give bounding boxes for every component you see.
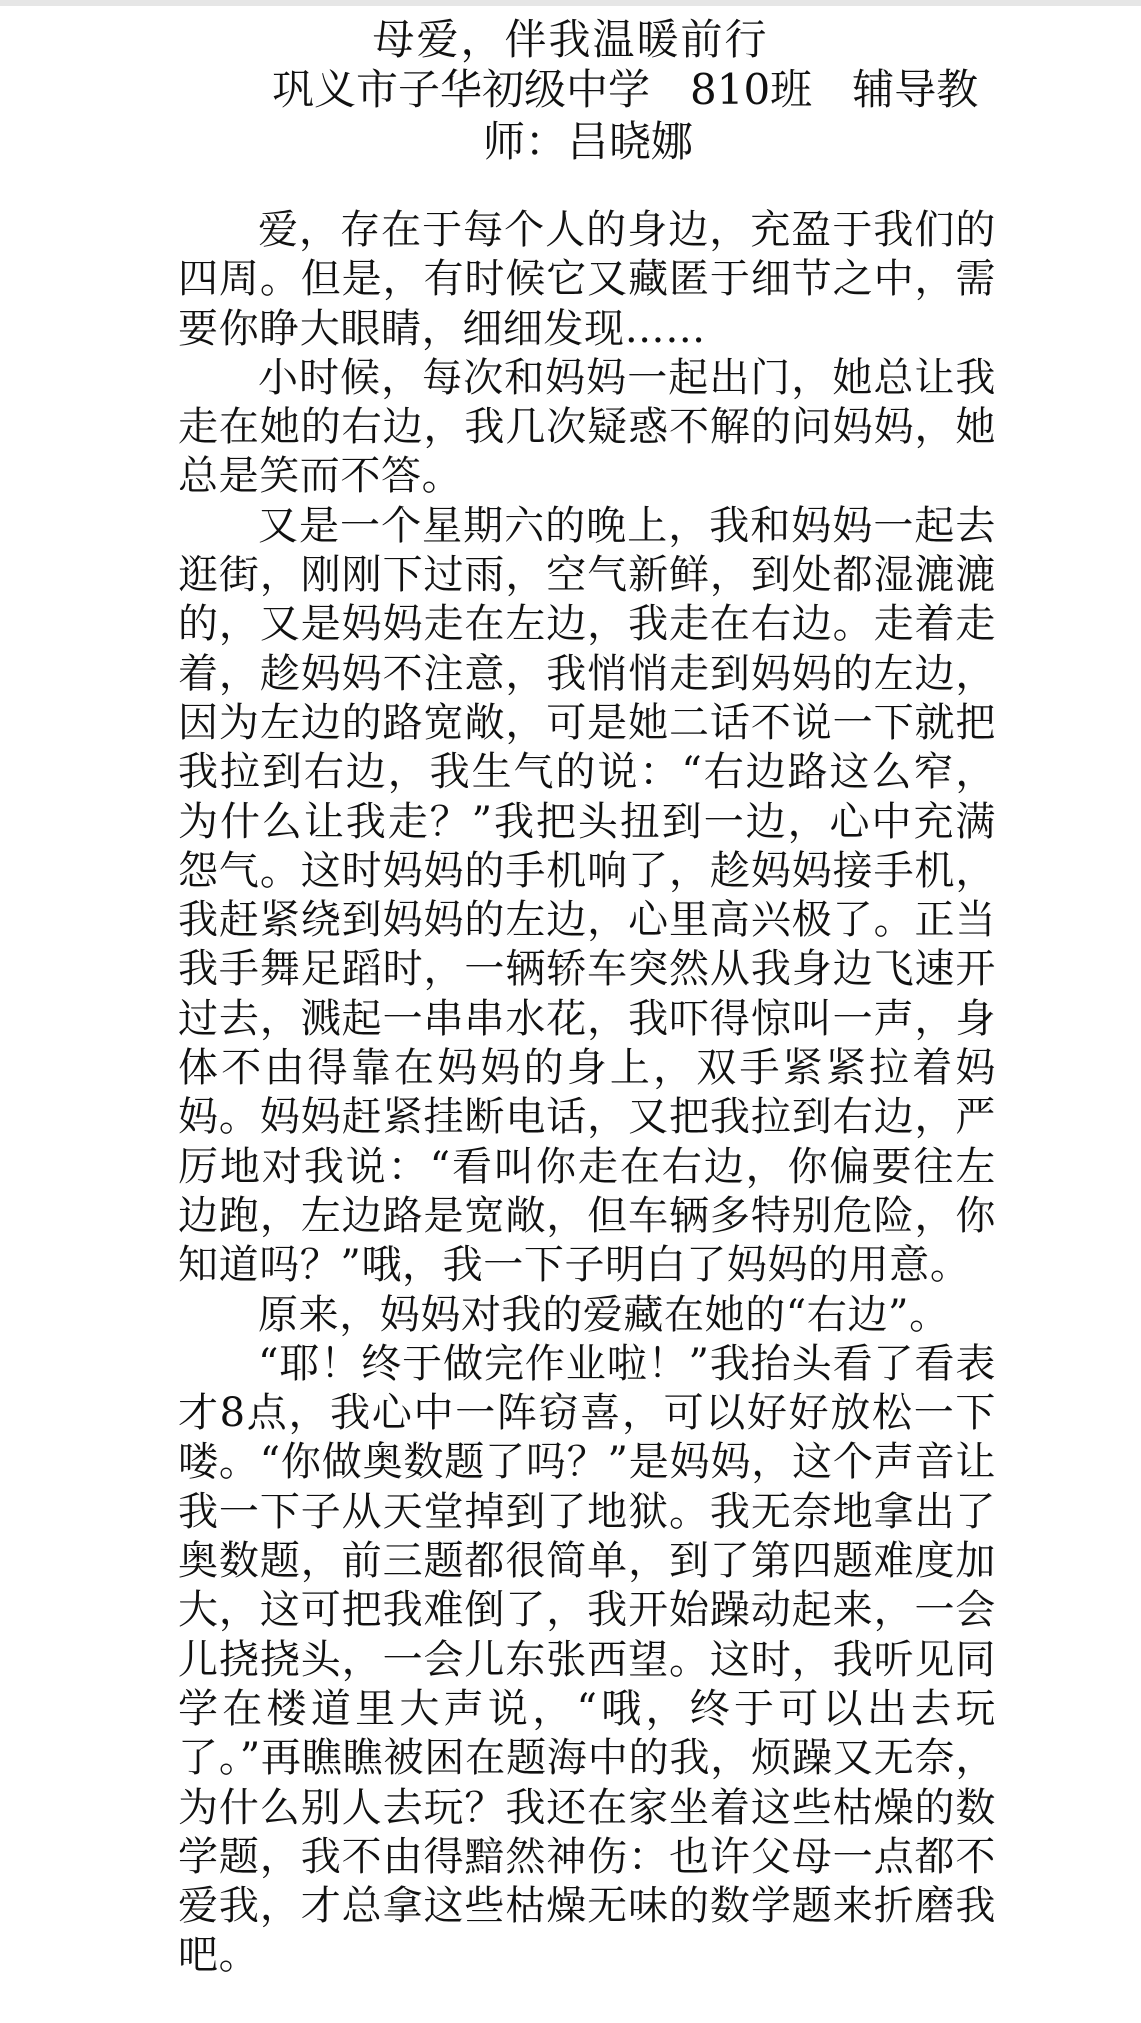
teacher-label-start: 辅导教 xyxy=(852,65,979,114)
paragraph: 原来，妈妈对我的爱藏在她的“右边”。 xyxy=(258,1291,950,1338)
paragraph: 小时候，每次和妈妈一起出门，她总让我走在她的右边，我几次疑惑不解的问妈妈，她总是笑而不答。 xyxy=(178,354,996,500)
paragraph: 爱，存在于每个人的身边，充盈于我们的四周。但是，有时候它又藏匿于细节之中，需要你睁大眼睛，细细发现…… xyxy=(178,207,996,352)
paragraph: “耶！终于做完作业啦！”我抬头看了看表才8点，我心中一阵窃喜，可以好好放松一下喽。“你做奥数题了吗？”是妈妈，这个声音让我一下子从天堂掉到了地狱。我无奈地拿出了奥数题，前三题都很简单，到了第四题难度加大，这可把我难倒了，我开始躁动起来，一会儿挠挠头，一会儿东张西望。这时，我听见同学在楼道里大声说，“哦，终于可以出去玩了。”再瞧瞧被困在题海中的我，烦躁又无奈，为什么别人去玩？我还在家坐着这些枯燥的数学题，我不由得黯然神伤：也许父母一点都不爱我，才总拿这些枯燥无味的数学题来折磨我吧。 xyxy=(178,1340,996,1979)
top-edge-bar xyxy=(0,0,1141,6)
teacher-label-end: 师：吕晓娜 xyxy=(483,117,694,166)
byline-line-2 xyxy=(483,116,693,168)
byline-line-1 xyxy=(272,64,978,116)
paragraph: 又是一个星期六的晚上，我和妈妈一起去逛街，刚刚下过雨，空气新鲜，到处都湿漉漉的，又是妈妈走在左边，我走在右边。走着走着，趁妈妈不注意，我悄悄走到妈妈的左边，因为左边的路宽敞，可是她二话不说一下就把我拉到右边，我生气的说：“右边路这么窄，为什么让我走？”我把头扭到一边，心中充满怨气。这时妈妈的手机响了，趁妈妈接手机，我赶紧绕到妈妈的左边，心里高兴极了。正当我手舞足蹈时，一辆轿车突然从我身边飞速开过去，溅起一串串水花，我吓得惊叫一声，身体不由得靠在妈妈的身上，双手紧紧拉着妈妈。妈妈赶紧挂断电话，又把我拉到右边，严厉地对我说：“看叫你走在右边，你偏要往左边跑，左边路是宽敞，但车辆多特别危险，你知道吗？”哦，我一下子明白了妈妈的用意。 xyxy=(178,502,996,1289)
school-name: 巩义市子华初级中学 xyxy=(272,65,651,114)
class-name: 810班 xyxy=(690,65,813,114)
article-title: 母爱，伴我温暖前行 xyxy=(372,15,769,64)
article-body xyxy=(178,206,996,1981)
